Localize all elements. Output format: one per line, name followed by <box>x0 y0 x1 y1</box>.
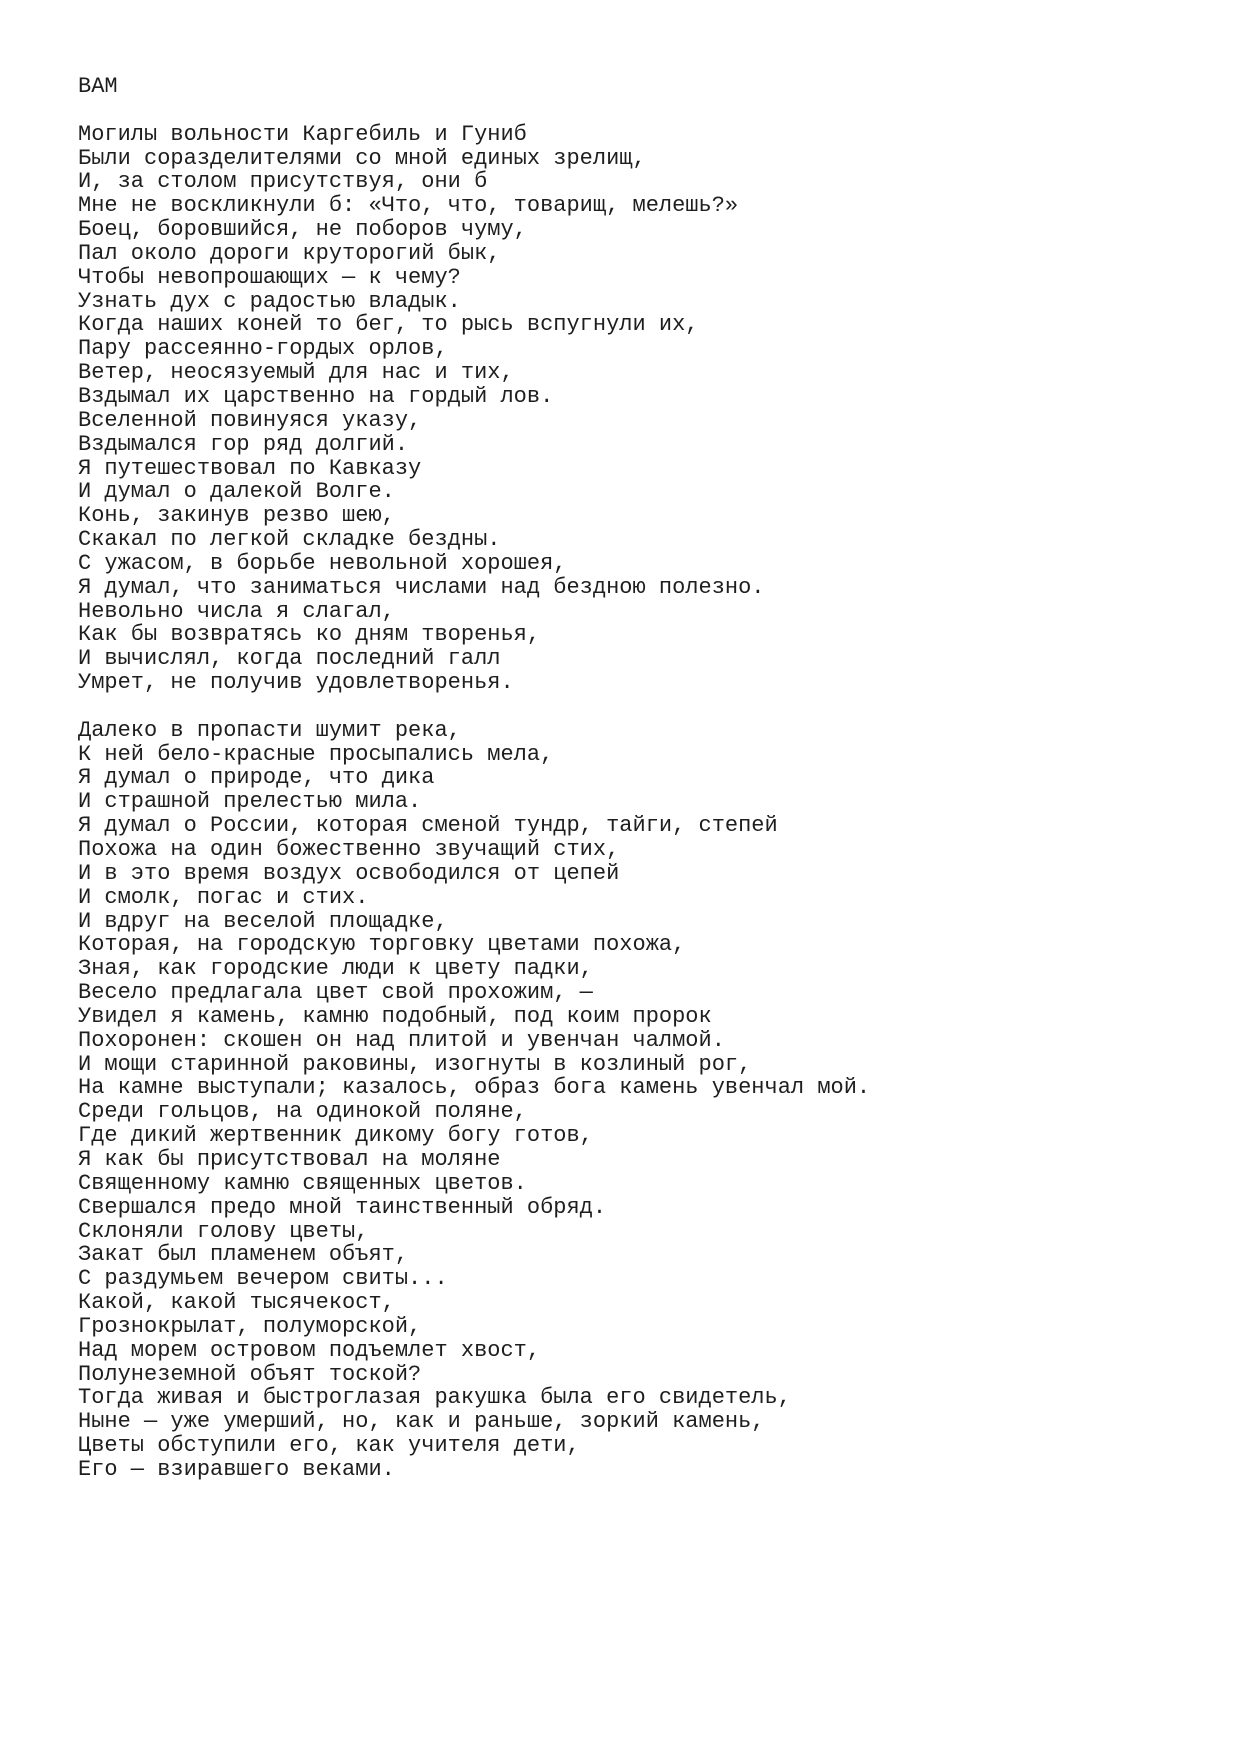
poem-line: Где дикий жертвенник дикому богу готов, <box>78 1123 593 1149</box>
poem-line: Вздымался гор ряд долгий. <box>78 431 409 457</box>
poem-line: На камне выступали; казалось, образ бога камень увенчал мой. <box>78 1075 871 1101</box>
poem-line: Пару рассеянно-гордых орлов, <box>78 336 448 362</box>
poem-line: Какой, какой тысячекост, <box>78 1290 395 1316</box>
poem-line: Похоронен: скошен он над плитой и увенчан чалмой. <box>78 1027 725 1053</box>
poem-line: Вздымал их царственно на гордый лов. <box>78 383 554 409</box>
poem-line: Я думал о природе, что дика <box>78 765 435 791</box>
poem-line: Вселенной повинуяся указу, <box>78 407 422 433</box>
poem-line: И вдруг на веселой площадке, <box>78 908 448 934</box>
blank-line <box>78 695 1242 719</box>
poem-line: Тогда живая и быстроглазая ракушка была его свидетель, <box>78 1385 791 1411</box>
poem-line: С ужасом, в борьбе невольной хорошея, <box>78 550 567 576</box>
poem-line: Были соразделителями со мной единых зрелищ, <box>78 145 646 171</box>
poem-line: Его — взиравшего веками. <box>78 1456 395 1482</box>
poem-line: И вычислял, когда последний галл <box>78 646 501 672</box>
poem-line: Конь, закинув резво шею, <box>78 503 395 529</box>
poem-line: Как бы возвратясь ко дням творенья, <box>78 622 541 648</box>
poem-line: Склоняли голову цветы, <box>78 1218 369 1244</box>
poem-line: Невольно числа я слагал, <box>78 598 395 624</box>
poem-line: Когда наших коней то бег, то рысь вспугнули их, <box>78 312 699 338</box>
poem-line: Весело предлагала цвет свой прохожим, — <box>78 980 593 1006</box>
poem-line: И думал о далекой Волге. <box>78 479 395 505</box>
poem-line: С раздумьем вечером свиты... <box>78 1266 448 1292</box>
poem-line: Зная, как городские люди к цвету падки, <box>78 956 593 982</box>
poem-line: Далеко в пропасти шумит река, <box>78 717 461 743</box>
poem-line: К ней бело-красные просыпались мела, <box>78 741 554 767</box>
poem-line: Ветер, неосязуемый для нас и тих, <box>78 360 514 386</box>
stanza-1 <box>78 123 1242 695</box>
poem-title: ВАМ <box>78 74 118 99</box>
poem-line: Скакал по легкой складке бездны. <box>78 527 501 553</box>
poem-line: И в это время воздух освободился от цепей <box>78 860 620 886</box>
blank-line <box>78 99 1242 123</box>
poem-line: Могилы вольности Каргебиль и Гуниб <box>78 121 527 147</box>
poem-line: Мне не воскликнули б: «Что, что, товарищ, мелешь?» <box>78 193 739 219</box>
poem-line: Закат был пламенем объят, <box>78 1242 409 1268</box>
poem-line: Над морем островом подъемлет хвост, <box>78 1337 541 1363</box>
poem-line: Чтобы невопрошающих — к чему? <box>78 264 461 290</box>
poem-line: И мощи старинной раковины, изогнуты в козлиный рог, <box>78 1051 752 1077</box>
stanza-2 <box>78 719 1242 1482</box>
poem-line: Я как бы присутствовал на моляне <box>78 1146 501 1172</box>
poem-line: И смолк, погас и стих. <box>78 884 369 910</box>
poem-line: Увидел я камень, камню подобный, под коим пророк <box>78 1003 712 1029</box>
poem-line: Которая, на городскую торговку цветами похожа, <box>78 932 686 958</box>
poem-line: Узнать дух с радостью владык. <box>78 288 461 314</box>
poem-line: Похожа на один божественно звучащий стих, <box>78 837 620 862</box>
poem-line: Грознокрылат, полуморской, <box>78 1313 422 1339</box>
poem-line: Ныне — уже умерший, но, как и раньше, зоркий камень, <box>78 1409 765 1435</box>
poem-line: И, за столом присутствуя, они б <box>78 169 488 195</box>
poem-line: Среди гольцов, на одинокой поляне, <box>78 1099 527 1125</box>
poem-line: Свершался предо мной таинственный обряд. <box>78 1194 607 1220</box>
poem-line: Я думал, что заниматься числами над бездною полезно. <box>78 574 765 600</box>
poem-line: Пал около дороги круторогий бык, <box>78 240 501 266</box>
poem-line: Боец, боровшийся, не поборов чуму, <box>78 217 527 243</box>
poem-line: Умрет, не получив удовлетворенья. <box>78 670 514 696</box>
poem-line: И страшной прелестью мила. <box>78 789 422 815</box>
poem-line: Цветы обступили его, как учителя дети, <box>78 1433 580 1459</box>
poem-line: Полунеземной объят тоской? <box>78 1361 422 1387</box>
poem-line: Я думал о России, которая сменой тундр, тайги, степей <box>78 813 778 839</box>
poem-line: Я путешествовал по Кавказу <box>78 455 422 481</box>
poem-line: Священному камню священных цветов. <box>78 1170 527 1196</box>
